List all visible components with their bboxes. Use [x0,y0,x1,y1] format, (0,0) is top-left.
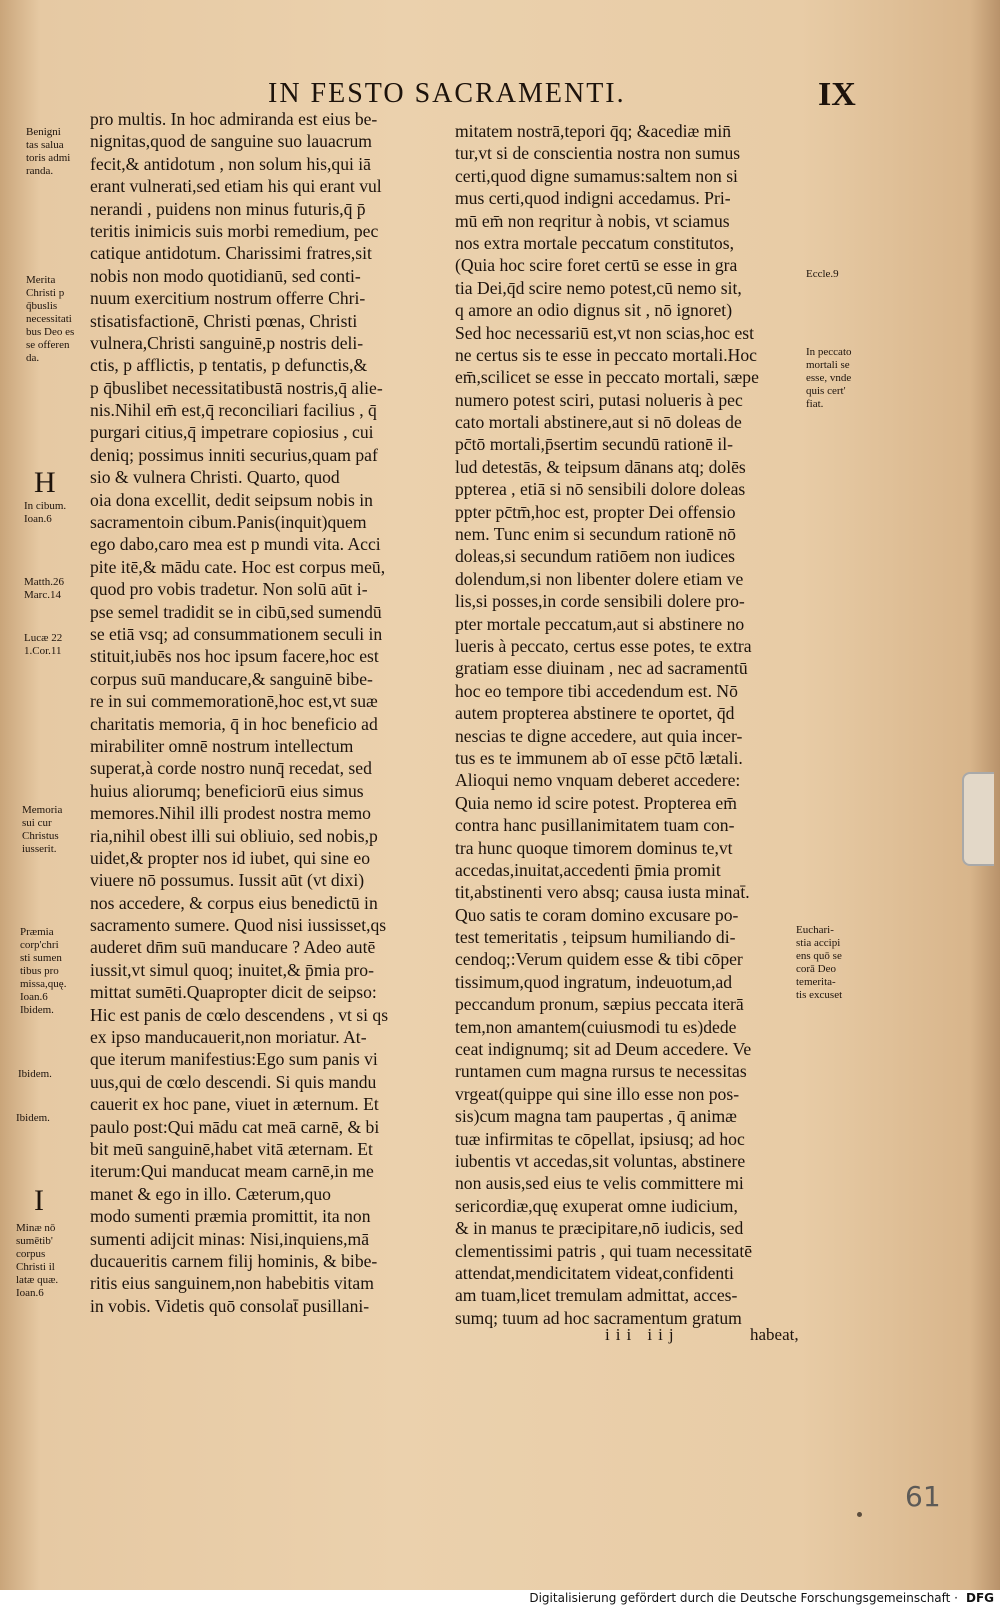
text-line: pc̄tō mortali,p̄sertim secundū rationē il- [455,434,734,455]
text-line: auderet dn̄m suū manducare ? Adeo autē [90,937,376,958]
text-line: in vobis. Videtis quō consolat̄ pusillani- [90,1295,370,1316]
text-line: iterum:Qui manducat meam carnē,in me [90,1161,374,1182]
text-line: ctis, p afflictis, p tentatis, p defunctis,& [90,355,368,376]
text-line: test temeritatis , teipsum humiliando di- [455,927,736,948]
text-line: mirabiliter omnē nostrum intellectum [90,735,354,756]
margin-note: In peccato mortali se esse, vnde quis cert' fiat. [806,346,852,410]
text-line: fecit,& antidotum , non solum his,qui iā [90,153,371,174]
text-line: tus es te immunem ab oī esse pc̄tō lætali. [455,747,743,768]
text-line: ne certus sis te esse in peccato mortali.Hoc [455,344,757,365]
text-line: pite itē,& mādu cate. Hoc est corpus meū, [90,556,386,577]
digitization-footer [0,1590,1000,1608]
text-line: uidet,& propter nos id iubet, qui sine eo [90,847,370,868]
text-line: huius aliorumq; beneficiorū eius simus [90,780,364,801]
text-line: paulo post:Qui mādu cat meā carnē, & bi [90,1116,380,1137]
text-line: modo sumenti præmia promittit, ita non [90,1206,371,1227]
ink-dot [857,1512,862,1517]
text-line: Alioqui nemo vnquam deberet accedere: [455,770,741,791]
text-line: nem. Tunc enim si secundum rationē nō [455,524,736,545]
text-line: que iterum manifestius:Ego sum panis vi [90,1049,378,1070]
text-line: accedas,inuitat,accedenti p̄mia promit [455,859,721,880]
running-title: IN FESTO SACRAMENTI. [268,78,626,109]
text-line: nescias te digne accedere, aut quia incer- [455,725,743,746]
text-line: cato mortali abstinere,aut si nō doleas de [455,412,742,433]
text-line: pse semel tradidit se in cibū,sed sumendū [90,601,382,622]
text-line: nos accedere, & corpus eius benedictū in [90,892,378,913]
margin-note: Ibidem. [16,1112,50,1124]
text-line: autem propterea abstinere te oportet, q̄d [455,703,735,724]
text-line: ceat indignumq; sit ad Deum accedere. Ve [455,1039,752,1060]
text-line: certi,quod digne sumamus:saltem non si [455,165,738,186]
text-line: iubentis vt accedas,sit voluntas, abstinere [455,1150,746,1171]
text-line: sacramento sumere. Quod nisi iussisset,qs [90,915,387,936]
text-line: mittat sumēti.Quapropter dicit de seipso: [90,982,377,1003]
text-line: ria,nihil obest illi sui obliuio, sed nobis,p [90,825,378,846]
text-line: manet & ego in illo. Cæterum,quo [90,1183,331,1204]
text-line: tit,abstinenti vero absq; causa iusta minat̄. [455,882,750,903]
text-line: nerandi , puidens non minus futuris,q̄ p̄ [90,198,366,219]
page-clasp-shape [962,772,994,866]
text-line: Hic est panis de cœlo descendens , vt si qs [90,1004,389,1025]
margin-note: Benigni tas salua toris admi randa. [26,126,71,177]
text-line: nobis non modo quotidianū, sed conti- [90,265,361,286]
text-line: uus,qui de cœlo descendi. Si quis mandu [90,1071,377,1092]
text-line: re in sui commemorationē,hoc est,vt suæ [90,691,378,712]
text-line: nos extra mortale peccatum constitutos, [455,232,734,253]
text-line: sumenti adijcit minas: Nisi,inquiens,mā [90,1228,370,1249]
text-line: se etiā vsq; ad consummationem seculi in [90,623,383,644]
footer-credit: Digitalisierung gefördert durch die Deutsche Forschungsgemeinschaft · [529,1591,958,1605]
text-line: tissimum,quod ingratum, indeuotum,ad [455,971,733,992]
text-line: superat,à corde nostro nunq̄ recedat, sed [90,758,372,779]
text-line: runtamen cum magna rursus te necessitas [455,1061,747,1082]
right-text-column [455,120,807,1329]
text-line: viuere nō possumus. Iussit aūt (vt dixi) [90,870,365,891]
text-line: contra hanc pusillanimitatem tuam con- [455,815,735,836]
text-line: iussit,vt simul quoq; inuitet,& p̄mia pro- [90,959,374,980]
text-line: deniq; possimus inniti securius,quam paf [90,444,378,465]
margin-note: Matth.26 Marc.14 [24,576,65,601]
text-line: cauerit ex hoc pane, viuet in æternum. Et [90,1094,379,1115]
text-line: purgari citius,q̄ impetrare copiosius , cui [90,422,374,443]
text-line: oia dona excellit, dedit seipsum nobis in [90,489,373,510]
margin-note: Ibidem. [18,1068,52,1080]
text-line: tra hunc quoque timorem dominus te,vt [455,837,733,858]
text-line: vulnera,Christi sanguinē,p nostris deli- [90,332,364,353]
text-line: doleas,si secundum ratiōem non iudices [455,546,735,567]
text-line: em̄,scilicet se esse in peccato mortali, sæpe [455,367,759,388]
text-line: nis.Nihil em̄ est,q̄ reconciliari facilius , q̄ [90,400,377,421]
text-line: corpus suū manducare,& sanguinē bibe- [90,668,373,689]
text-line: cendoq;:Verum quidem esse & tibi cōper [455,949,743,970]
text-line: memores.Nihil illi prodest nostra memo [90,803,371,824]
text-line: charitatis memoria, q̄ in hoc beneficio ad [90,713,378,734]
text-line: pter mortale peccatum,aut si abstinere no [455,613,745,634]
margin-note: In cibum. Ioan.6 [24,500,67,525]
catchword: habeat, [750,1325,799,1344]
text-line: tuæ infirmitas te cōpellat, ipsiusq; ad hoc [455,1128,745,1149]
text-line: nuum exercitium nostrum offerre Chri- [90,288,366,309]
text-line: sacramentoin cibum.Panis(inquit)quem [90,512,367,533]
text-line: dolendum,si non libenter dolere etiam ve [455,568,744,589]
text-line: (Quia hoc scire foret certū se esse in gra [455,255,738,276]
margin-note: Minæ nō sumētib' corpus Christi il latæ quæ. Ioan.6 [16,1222,59,1299]
text-line: hoc eo tempore tibi accedendum est. Nō [455,680,738,701]
text-line: numero potest sciri, putasi nolueris à pec [455,389,743,410]
text-line: quod pro vobis tradetur. Non solū aūt i- [90,579,368,600]
folio-number: IX [818,76,856,113]
section-letter: H [34,466,56,499]
text-line: sis)cum magna tam paupertas , q̄ animæ [455,1106,737,1127]
margin-note: Merita Christi p q̄buslis necessitati bus Deo es se offeren da. [26,274,75,364]
text-line: tia Dei,q̄d scire nemo potest,cū nemo sit, [455,277,742,298]
text-line: sericordiæ,quę exuperat omne iudicium, [455,1195,738,1216]
text-line: Quia nemo id scire potest. Propterea em̄ [455,792,737,813]
text-line: vrgeat(quippe qui sine illo esse non pos- [455,1083,740,1104]
text-line: erant vulnerati,sed etiam his qui erant vul [90,176,382,197]
text-line: tur,vt si de conscientia nostra non sumus [455,143,741,164]
text-line: nignitas,quod de sanguine suo lauacrum [90,131,372,152]
text-line: am tuam,licet tremulam admittat, acces- [455,1285,738,1306]
text-line: lis,si posses,in corde sensibili dolere pro- [455,591,745,612]
left-text-column [90,108,446,1317]
margin-note: Euchari- stia accipi ens quō se corā Deo temerita- tis excuset [796,924,843,1001]
dfg-logo: DFG [965,1591,994,1605]
section-letter: I [34,1184,44,1217]
margin-note: Præmia corp'chri sti sumen tibus pro missa,quę. Ioan.6 Ibidem. [20,926,67,1016]
text-line: ducaueritis carnem filij hominis, & bibe- [90,1250,378,1271]
text-line: p q̄buslibet necessitatibustā nostris,q̄ alie- [90,377,383,398]
margin-note: Memoria sui cur Christus iusserit. [22,804,63,855]
text-line: sumq; tuum ad hoc sacramentum gratum [455,1307,742,1328]
text-line: ritis eius sanguinem,non habebitis vitam [90,1273,374,1294]
text-line: ex ipso manducauerit,non moriatur. At- [90,1027,367,1048]
text-line: ppterea , etiā si nō sensibili dolore doleas [455,479,746,500]
text-line: pro multis. In hoc admiranda est eius be- [90,109,378,129]
text-line: stituit,iubēs nos hoc ipsum facere,hoc est [90,646,379,667]
text-line: lueris à peccato, certus esse potes, te extra [455,635,752,656]
text-line: bit meū sanguinē,habet vitā æternam. Et [90,1138,373,1159]
text-line: ego dabo,caro mea est p mundi vita. Acci [90,534,381,555]
text-line: Sed hoc necessariū est,vt non scias,hoc est [455,322,755,343]
text-line: gratiam esse diuinam , nec ad sacramentū [455,658,748,679]
text-line: mitatem nostrā,tepori q̄q; &acediæ min̄ [455,121,732,141]
text-line: mus certi,quod indigni accedamus. Pri- [455,188,731,209]
text-line: teritis inimicis suis morbi remedium, pec [90,220,379,241]
pencil-page-number: 61 [905,1480,941,1513]
text-line: clementissimi patris , qui tuam necessitatē [455,1240,753,1261]
text-line: q amore an odio dignus sit , nō ignoret) [455,300,733,321]
text-line: non ausis,sed eius te velis committere mi [455,1173,744,1194]
text-line: attendat,mendicitatem videat,confidenti [455,1262,734,1283]
text-line: sio & vulnera Christi. Quarto, quod [90,467,340,488]
margin-note: Lucæ 22 1.Cor.11 [24,632,63,657]
text-line: mū em̄ non reqritur à nobis, vt sciamus [455,210,730,231]
text-line: Quo satis te coram domino excusare po- [455,904,739,925]
text-line: & in manus te præcipitare,nō iudicis, sed [455,1218,744,1239]
text-line: tem,non amantem(cuiusmodi tu es)dede [455,1016,737,1037]
margin-note: Eccle.9 [806,268,839,280]
text-line: stisatisfactionē, Christi pœnas, Christi [90,310,358,331]
text-line: lud detestās, & teipsum dānans atq; dolēs [455,456,746,477]
signature-mark: iii iij [605,1325,680,1344]
text-line: ppter pc̄tm̄,hoc est, propter Dei offensio [455,501,736,522]
text-line: peccandum pronum, sæpius peccata iterā [455,994,744,1015]
text-line: catique antidotum. Charissimi fratres,sit [90,243,372,264]
